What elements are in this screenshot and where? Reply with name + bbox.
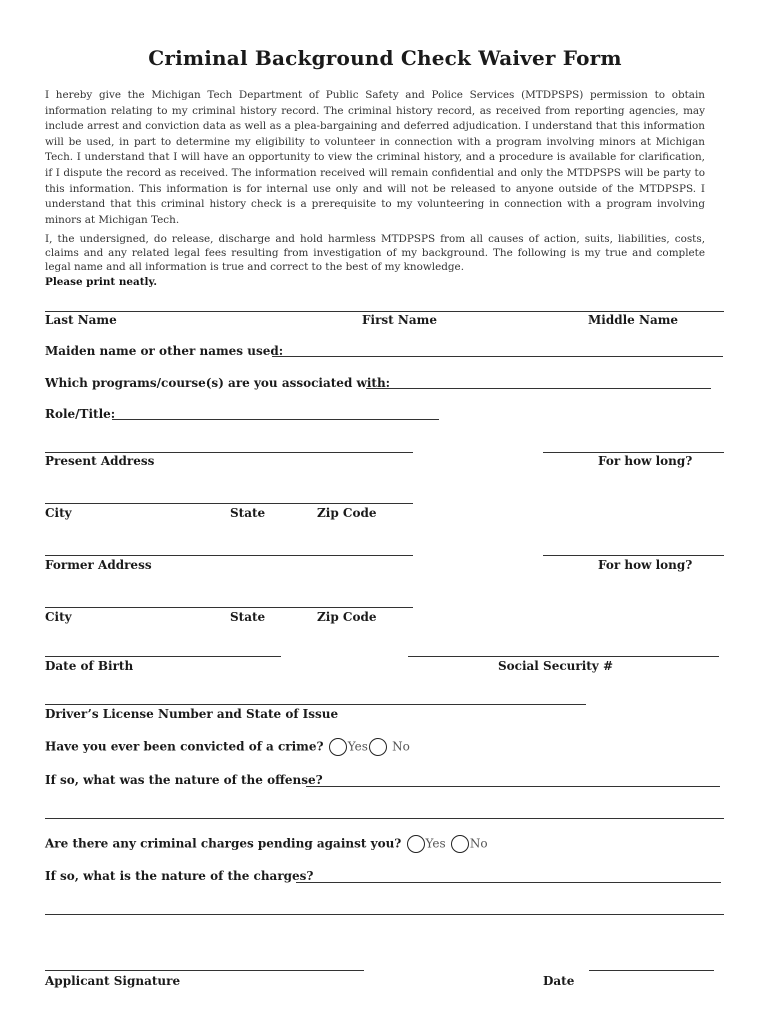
present-address-label: Present Address — [45, 454, 155, 468]
former-state-label: State — [230, 610, 266, 624]
present-zip-label: Zip Code — [317, 506, 377, 520]
convicted-no-radio[interactable] — [369, 738, 387, 756]
present-duration-label: For how long? — [598, 454, 693, 468]
signature-field[interactable] — [45, 970, 364, 971]
print-note: Please print neatly. — [45, 275, 157, 288]
form-title: Criminal Background Check Waiver Form — [148, 46, 622, 70]
signature-label: Applicant Signature — [45, 974, 181, 988]
license-label: Driver’s License Number and State of Issue — [45, 707, 339, 721]
former-duration-label: For how long? — [598, 558, 693, 572]
pending-no-radio[interactable] — [451, 835, 469, 853]
former-zip-label: Zip Code — [317, 610, 377, 624]
pending-question — [45, 835, 488, 853]
date-field[interactable] — [589, 970, 714, 971]
convicted-question — [45, 738, 410, 756]
convicted-no-label: No — [392, 739, 410, 754]
convicted-label: Have you ever been convicted of a crime? — [45, 739, 324, 754]
present-duration-field[interactable] — [543, 452, 724, 453]
dob-label: Date of Birth — [45, 659, 134, 673]
present-address-field[interactable] — [45, 452, 413, 453]
present-city-field[interactable] — [45, 503, 413, 504]
programs-label: Which programs/course(s) are you associated with: — [45, 376, 391, 390]
maiden-name-label: Maiden name or other names used: — [45, 344, 284, 358]
date-label: Date — [543, 974, 575, 988]
charges-field[interactable] — [296, 882, 721, 883]
former-address-label: Former Address — [45, 558, 152, 572]
convicted-yes-radio[interactable] — [329, 738, 347, 756]
license-field[interactable] — [45, 704, 586, 705]
maiden-name-field[interactable] — [272, 356, 723, 357]
pending-yes-label: Yes — [425, 836, 446, 851]
offense-field-continued[interactable] — [45, 818, 724, 819]
present-city-label: City — [45, 506, 72, 520]
consent-paragraph: I hereby give the Michigan Tech Department of Public Safety and Police Services (MTDPSPS) permission to obtain information relating to my criminal history record. The criminal history record, as received from reporting agencies, may include arrest and conviction data as well as a plea-bargaining and deferred adjudication. I understand that this information will be used, in part to determine my eligibility to volunteer in connection with a program involving minors at Michigan Tech. I understand that I will have an opportunity to view the criminal history, and a procedure is available for clarification, if I dispute the record as received. The information received will remain confidential and only the MTDPSPS will be party to this information. This information is for internal use only and will not be released to anyone outside of the MTDPSPS. I understand that this criminal history check is a prerequisite to my volunteering in connection with a program involving minors at Michigan Tech. — [45, 89, 705, 226]
ssn-label: Social Security # — [498, 659, 614, 673]
charges-label: If so, what is the nature of the charges? — [45, 869, 314, 883]
offense-label: If so, what was the nature of the offense? — [45, 773, 323, 787]
pending-label: Are there any criminal charges pending against you? — [45, 836, 402, 851]
former-address-field[interactable] — [45, 555, 413, 556]
name-field-line[interactable] — [45, 311, 724, 312]
pending-yes-radio[interactable] — [407, 835, 425, 853]
programs-field[interactable] — [366, 388, 711, 389]
role-label: Role/Title: — [45, 407, 116, 421]
ssn-field[interactable] — [408, 656, 719, 657]
present-state-label: State — [230, 506, 266, 520]
former-city-field[interactable] — [45, 607, 413, 608]
role-field[interactable] — [112, 419, 439, 420]
last-name-label: Last Name — [45, 313, 117, 327]
charges-field-continued[interactable] — [45, 914, 724, 915]
convicted-yes-label: Yes — [347, 739, 368, 754]
release-text: I, the undersigned, do release, discharge and hold harmless MTDPSPS from all causes of action, suits, liabilities, costs, claims and any related legal fees resulting from investigation of my background. The following is my true and complete legal name and all information is true and correct to the best of my knowledge. — [45, 233, 705, 274]
dob-field[interactable] — [45, 656, 281, 657]
release-paragraph — [45, 232, 705, 289]
offense-field[interactable] — [306, 786, 720, 787]
first-name-label: First Name — [362, 313, 437, 327]
former-duration-field[interactable] — [543, 555, 724, 556]
former-city-label: City — [45, 610, 72, 624]
middle-name-label: Middle Name — [588, 313, 679, 327]
pending-no-label: No — [469, 836, 488, 851]
